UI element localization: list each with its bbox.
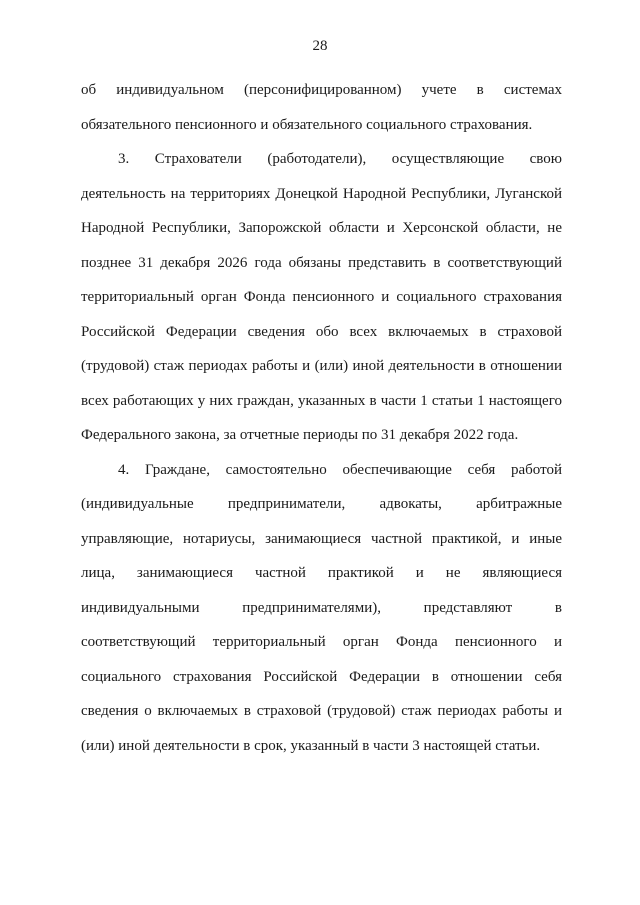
paragraph-continuation: об индивидуальном (персонифицированном) учете в системах обязательного пенсионного и обязательного социального страхования. bbox=[81, 82, 562, 133]
paragraph-part-4: 4. Граждане, самостоятельно обеспечивающие себя работой (индивидуальные предприниматели, адвокаты, арбитражные управляющие, нотариусы, занимающиеся частной практикой, и иные лица, занимающиеся частной практикой и не являющиеся индивидуальными предпринимателями), представляют в соответствующий территориальный орган Фонда пенсионного и социального страхования Российской Федерации в отношении себя сведения о включаемых в страховой (трудовой) стаж периодах работы и (или) иной деятельности в срок, указанный в части 3 настоящей статьи. bbox=[81, 461, 562, 754]
paragraph-part-3: 3. Страхователи (работодатели), осуществляющие свою деятельность на территориях Донецкой Народной Республики, Луганской Народной Республики, Запорожской области и Херсонской области, не позднее 31 декабря 2026 года обязаны представить в соответствующий территориальный орган Фонда пенсионного и социального страхования Российской Федерации сведения обо всех включаемых в страховой (трудовой) стаж периодах работы и (или) иной деятельности в отношении всех работающих у них граждан, указанных в части 1 статьи 1 настоящего Федерального закона, за отчетные периоды по 31 декабря 2022 года. bbox=[81, 151, 562, 443]
page-number: 28 bbox=[312, 38, 328, 54]
document-body bbox=[81, 73, 562, 763]
